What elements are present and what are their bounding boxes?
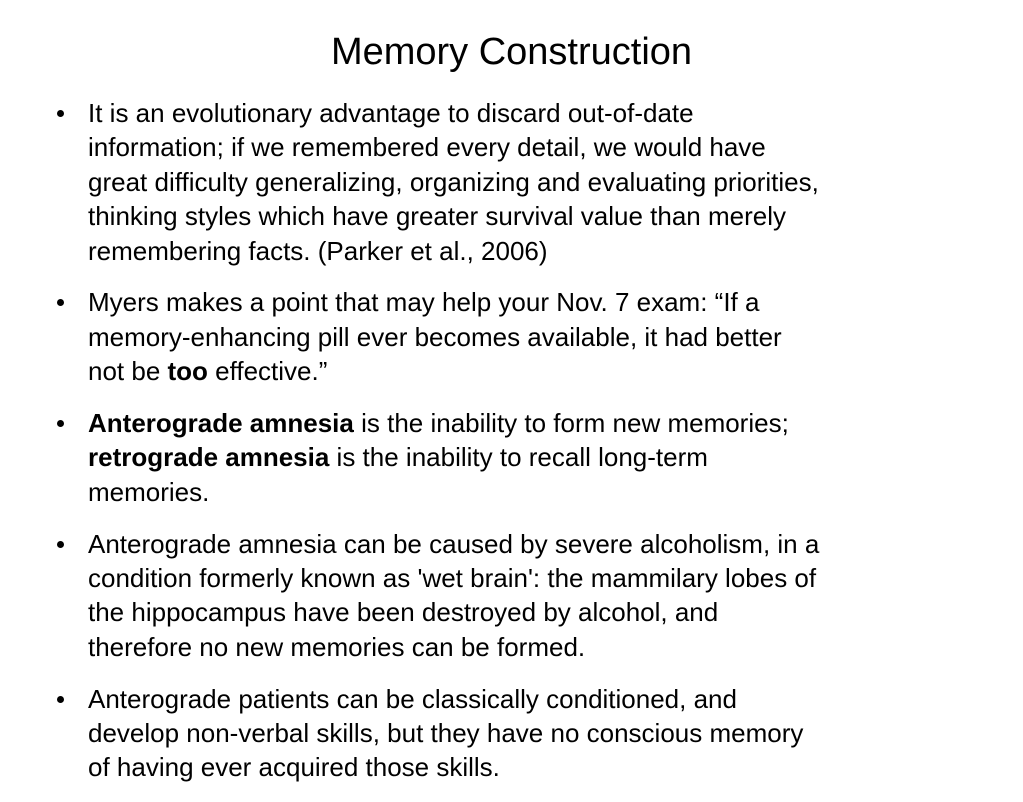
bullet-line xyxy=(88,199,988,233)
bullet-dot-icon xyxy=(57,696,64,703)
bullet-text: is the inability to form new memories; xyxy=(353,408,789,439)
bullet-line xyxy=(88,96,988,130)
bullet-line xyxy=(88,716,988,750)
bullet-text: is the inability to recall long-term xyxy=(329,442,708,473)
bullet-line xyxy=(88,561,988,595)
bullet-dot-icon xyxy=(57,299,64,306)
bullet-text: great difficulty generalizing, organizing and evaluating priorities, xyxy=(88,166,819,197)
bullet-line xyxy=(88,595,988,629)
bullet-text: memory-enhancing pill ever becomes available, it had better xyxy=(88,321,782,352)
bullet-text: condition formerly known as 'wet brain': the mammilary lobes of xyxy=(88,563,817,594)
bullet-item xyxy=(88,682,988,785)
bullet-text: remembering facts. (Parker et al., 2006) xyxy=(88,235,548,266)
bold-term: Anterograde amnesia xyxy=(88,408,354,439)
bullet-line xyxy=(88,234,988,268)
bullet-line xyxy=(88,630,988,664)
bullet-line xyxy=(88,354,988,388)
bullet-text: therefore no new memories can be formed. xyxy=(88,631,586,662)
bullet-dot-icon xyxy=(57,541,64,548)
bullet-line xyxy=(88,320,988,354)
bullet-line xyxy=(88,165,988,199)
bullet-line xyxy=(88,285,988,319)
bullet-line xyxy=(88,475,988,509)
bullet-line xyxy=(88,440,988,474)
bullet-text: develop non-verbal skills, but they have no conscious memory xyxy=(88,718,804,749)
bullet-dot-icon xyxy=(57,420,64,427)
bold-term: retrograde amnesia xyxy=(88,442,330,473)
bullet-text: the hippocampus have been destroyed by alcohol, and xyxy=(88,597,719,628)
bullet-line xyxy=(88,682,988,716)
slide-title: Memory Construction xyxy=(330,31,693,73)
bullet-line xyxy=(88,130,988,164)
bullet-item xyxy=(88,96,988,268)
bullet-text: effective.” xyxy=(207,356,328,387)
bullet-text: It is an evolutionary advantage to discard out-of-date xyxy=(88,98,694,128)
bullet-list xyxy=(88,96,988,802)
bullet-line xyxy=(88,750,988,784)
bullet-text: Anterograde patients can be classically conditioned, and xyxy=(88,683,737,714)
bullet-line xyxy=(88,406,988,440)
bullet-text: memories. xyxy=(88,476,210,507)
bullet-text: Anterograde amnesia can be caused by severe alcoholism, in a xyxy=(88,528,820,559)
bullet-item xyxy=(88,527,988,665)
bullet-text: Myers makes a point that may help your Nov. 7 exam: “If a xyxy=(88,287,760,318)
bold-term: too xyxy=(167,356,208,387)
bullet-text: not be xyxy=(88,356,168,387)
bullet-dot-icon xyxy=(57,110,64,117)
bullet-text: of having ever acquired those skills. xyxy=(88,752,500,783)
bullet-item xyxy=(88,406,988,509)
bullet-text: information; if we remembered every detail, we would have xyxy=(88,132,766,163)
bullet-text: thinking styles which have greater survival value than merely xyxy=(88,201,787,232)
bullet-item xyxy=(88,285,988,388)
bullet-line xyxy=(88,527,988,561)
